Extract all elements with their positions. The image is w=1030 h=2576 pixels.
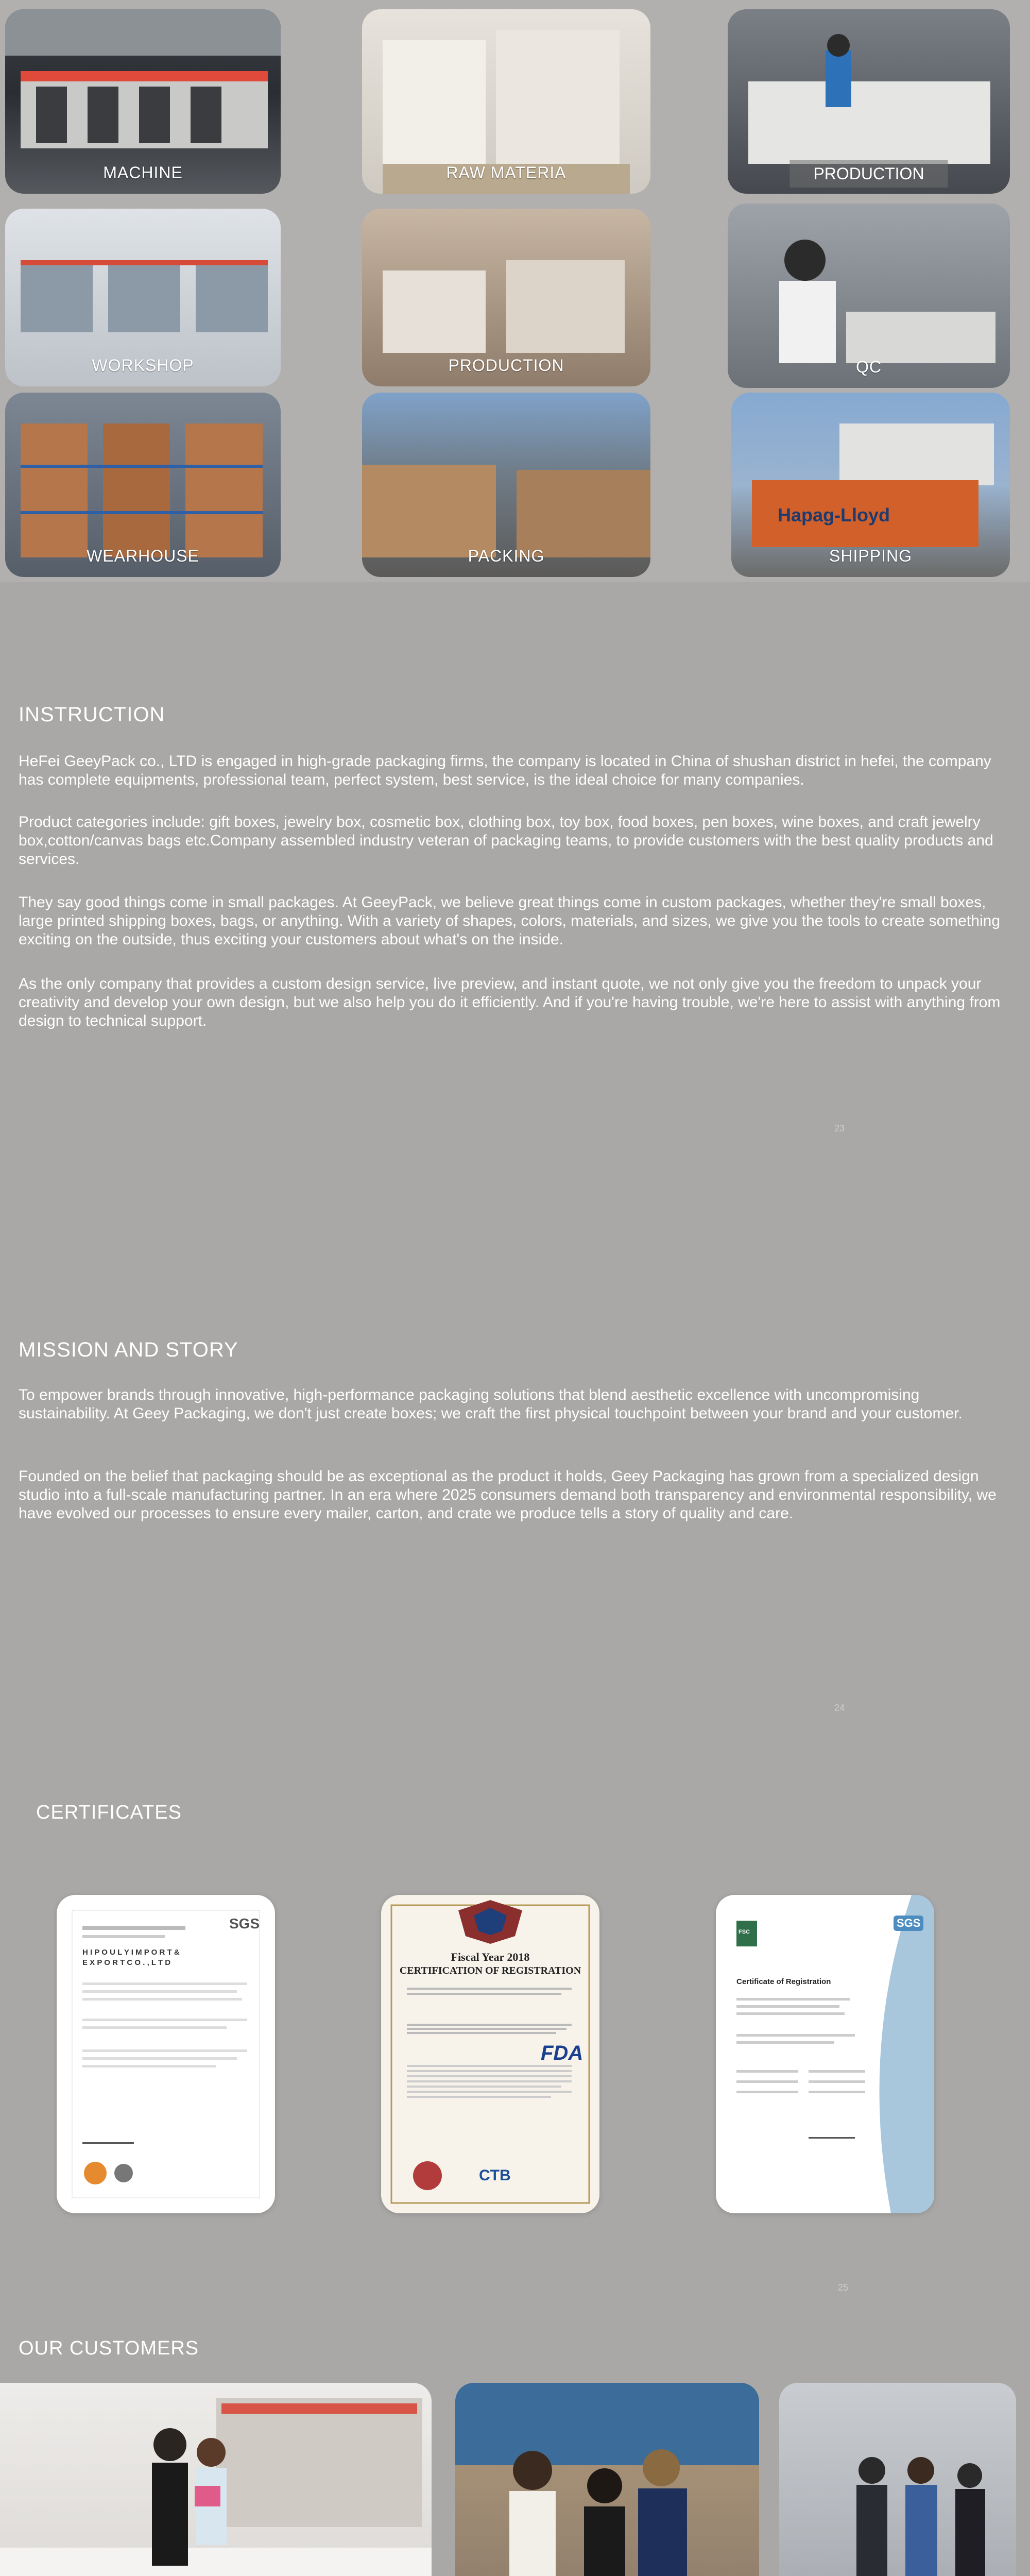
fsc-heading: Certificate of Registration: [736, 1977, 831, 1986]
fda-mark: FDA: [541, 2042, 583, 2064]
fda-fiscal-year: Fiscal Year 2018: [451, 1951, 530, 1963]
instruction-paragraph-2: Product categories include: gift boxes, jewelry box, cosmetic box, clothing box, toy box, food boxes, pen boxes, wine boxes, and craft jewelry box,cotton/canvas bags etc.Company assembled industry veteran of packaging teams, to provide customers with the best quality products and services.: [19, 814, 993, 868]
mission-title: MISSION AND STORY: [19, 1338, 238, 1361]
factory-tile-qc: [728, 204, 1010, 388]
instruction-title: INSTRUCTION: [19, 703, 165, 726]
page-number: 24: [834, 1703, 845, 1713]
fsc-sgs-badge: SGS: [894, 1916, 923, 1931]
tile-caption: SHIPPING: [829, 547, 912, 565]
tile-caption: PRODUCTION: [789, 160, 948, 188]
tile-caption: QC: [856, 358, 882, 376]
fsc-logo: FSC: [739, 1929, 750, 1935]
customer-photo-1-graphic: [0, 2383, 432, 2576]
tile-caption: WEARHOUSE: [87, 547, 199, 565]
sgs-badge: SGS: [229, 1916, 260, 1931]
customers-title: OUR CUSTOMERS: [19, 2337, 199, 2359]
factory-tile-production-2: [362, 209, 650, 386]
customer-photo-2-graphic: [455, 2383, 759, 2576]
instruction-paragraph-4: As the only company that provides a custom design service, live preview, and instant quote, we not only give you the freedom to unpack your creativity and develop your own design, but we also help you do it efficiently. And if you're having trouble, we're here to assist with anything from design to technical support.: [19, 975, 1001, 1029]
factory-tile-warehouse: [5, 393, 281, 577]
customer-photo-3: [779, 2383, 1016, 2576]
factory-tile-workshop: [5, 209, 281, 386]
mission-paragraph-2: Founded on the belief that packaging should be as exceptional as the product it holds, Geey Packaging has grown from a specialized design studio into a full-scale manufacturing partner. In an era where 2025 consumers demand both transparency and environmental responsibility, we have evolved our processes to ensure every mailer, carton, and crate we produce tells a story of quality and care.: [19, 1468, 997, 1522]
instruction-paragraph-3: They say good things come in small packages. At GeeyPack, we believe great things come in custom packages, whether they're small boxes, large printed shipping boxes, bags, or anything. With a variety of shapes, colors, materials, and sizes, we give you the tools to create something exciting on the outside, thus exciting your customers about what's on the inside.: [19, 894, 1001, 948]
factory-tile-machine: [5, 9, 281, 194]
customer-photo-2: [455, 2383, 759, 2576]
page-number: 23: [834, 1123, 845, 1133]
customer-photo-3-graphic: [779, 2383, 1016, 2576]
mission-paragraph-1: To empower brands through innovative, high-performance packaging solutions that blend aesthetic excellence with uncompromising sustainability. At Geey Packaging, we don't just create boxes; we craft the first physical touchpoint between your brand and your customer.: [19, 1386, 963, 1422]
tile-caption: WORKSHOP: [92, 356, 194, 375]
certificates-title: CERTIFICATES: [36, 1802, 182, 1823]
factory-tile-packing: [362, 393, 650, 577]
svg-text:Hapag-Lloyd: Hapag-Lloyd: [778, 504, 890, 526]
factory-tile-shipping: [731, 393, 1010, 577]
customer-photo-1: [0, 2383, 432, 2576]
instruction-paragraph-1: HeFei GeeyPack co., LTD is engaged in high-grade packaging firms, the company is located in China of shushan district in hefei, the company has complete equipments, professional team, perfect system, best service, is the ideal choice for many companies.: [19, 753, 991, 788]
ctb-logo: CTB: [479, 2167, 511, 2184]
sgs-certificate-graphic: [57, 1895, 275, 2213]
certificate-fda: [381, 1895, 599, 2213]
certificate-sgs: [57, 1895, 275, 2213]
factory-gallery: [0, 0, 1030, 582]
sgs-company-name: H I P O U L Y I M P O R T & E X P O R T C O . , L T D: [82, 1948, 180, 1967]
fda-heading: CERTIFICATION OF REGISTRATION: [399, 1965, 581, 1976]
tile-caption: PRODUCTION: [448, 356, 564, 375]
tile-caption: MACHINE: [103, 163, 183, 182]
factory-tile-raw-material: [362, 9, 650, 194]
tile-caption: PACKING: [468, 547, 545, 565]
page-number: 25: [838, 2282, 849, 2293]
tile-caption: RAW MATERIA: [446, 163, 566, 182]
certificate-fsc: [716, 1895, 934, 2213]
factory-tile-production: [728, 9, 1010, 194]
fsc-certificate-graphic: [716, 1895, 934, 2213]
